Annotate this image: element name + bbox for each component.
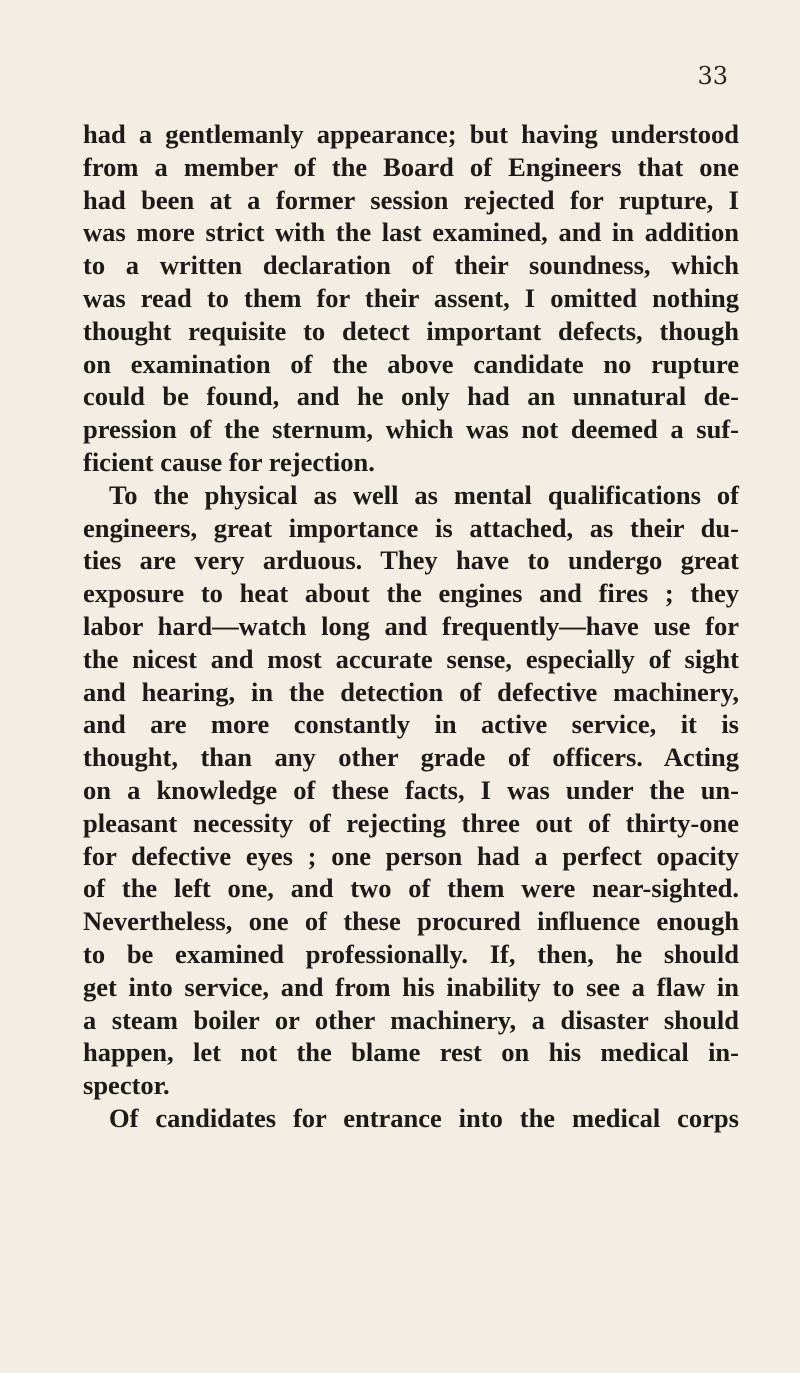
text-line: to be examined professionally. If, then, he should — [83, 938, 739, 969]
text-line: engineers, great importance is attached, as their du- — [83, 512, 739, 543]
text-line: ficient cause for rejection. — [83, 446, 375, 477]
text-line: Nevertheless, one of these procured influence enough — [83, 906, 739, 937]
text-line: happen, let not the blame rest on his medical in- — [83, 1037, 739, 1068]
text-line: had a gentlemanly appearance; but having understood — [83, 119, 739, 149]
text-line: had been at a former session rejected for rupture, I — [83, 184, 739, 215]
text-line: was more strict with the last examined, and in addition — [83, 217, 739, 248]
text-line: labor hard—watch long and frequently—have use for — [83, 610, 739, 641]
text-line: thought, than any other grade of officers. Acting — [83, 742, 739, 773]
text-line: get into service, and from his inability to see a flaw in — [83, 971, 739, 1002]
text-line: thought requisite to detect important defects, though — [83, 315, 739, 346]
text-line: exposure to heat about the engines and fires ; they — [83, 578, 739, 609]
text-line: and hearing, in the detection of defective machinery, — [83, 676, 739, 707]
text-line: of the left one, and two of them were near-sighted. — [83, 873, 739, 904]
text-line: on examination of the above candidate no rupture — [83, 348, 739, 379]
text-line: on a knowledge of these facts, I was under the un- — [83, 774, 739, 805]
text-line: for defective eyes ; one person had a perfect opacity — [83, 840, 739, 871]
page-number: 33 — [697, 62, 728, 90]
text-line: the nicest and most accurate sense, especially of sight — [83, 643, 739, 674]
text-line: pression of the sternum, which was not deemed a suf- — [83, 414, 739, 445]
text-line: spector. — [83, 1070, 170, 1101]
text-line: and are more constantly in active service, it is — [83, 709, 739, 740]
text-line: from a member of the Board of Engineers that one — [83, 151, 739, 182]
text-line: ties are very arduous. They have to undergo great — [83, 545, 739, 576]
text-line: pleasant necessity of rejecting three out of thirty-one — [83, 807, 739, 838]
text-line: To the physical as well as mental qualifications of — [109, 479, 739, 510]
text-line: to a written declaration of their soundness, which — [83, 250, 739, 281]
body-text — [83, 118, 739, 1135]
text-line: Of candidates for entrance into the medical corps — [109, 1102, 739, 1133]
text-line: a steam boiler or other machinery, a disaster should — [83, 1004, 739, 1035]
text-line: was read to them for their assent, I omitted nothing — [83, 282, 739, 313]
text-line: could be found, and he only had an unnatural de- — [83, 381, 739, 412]
